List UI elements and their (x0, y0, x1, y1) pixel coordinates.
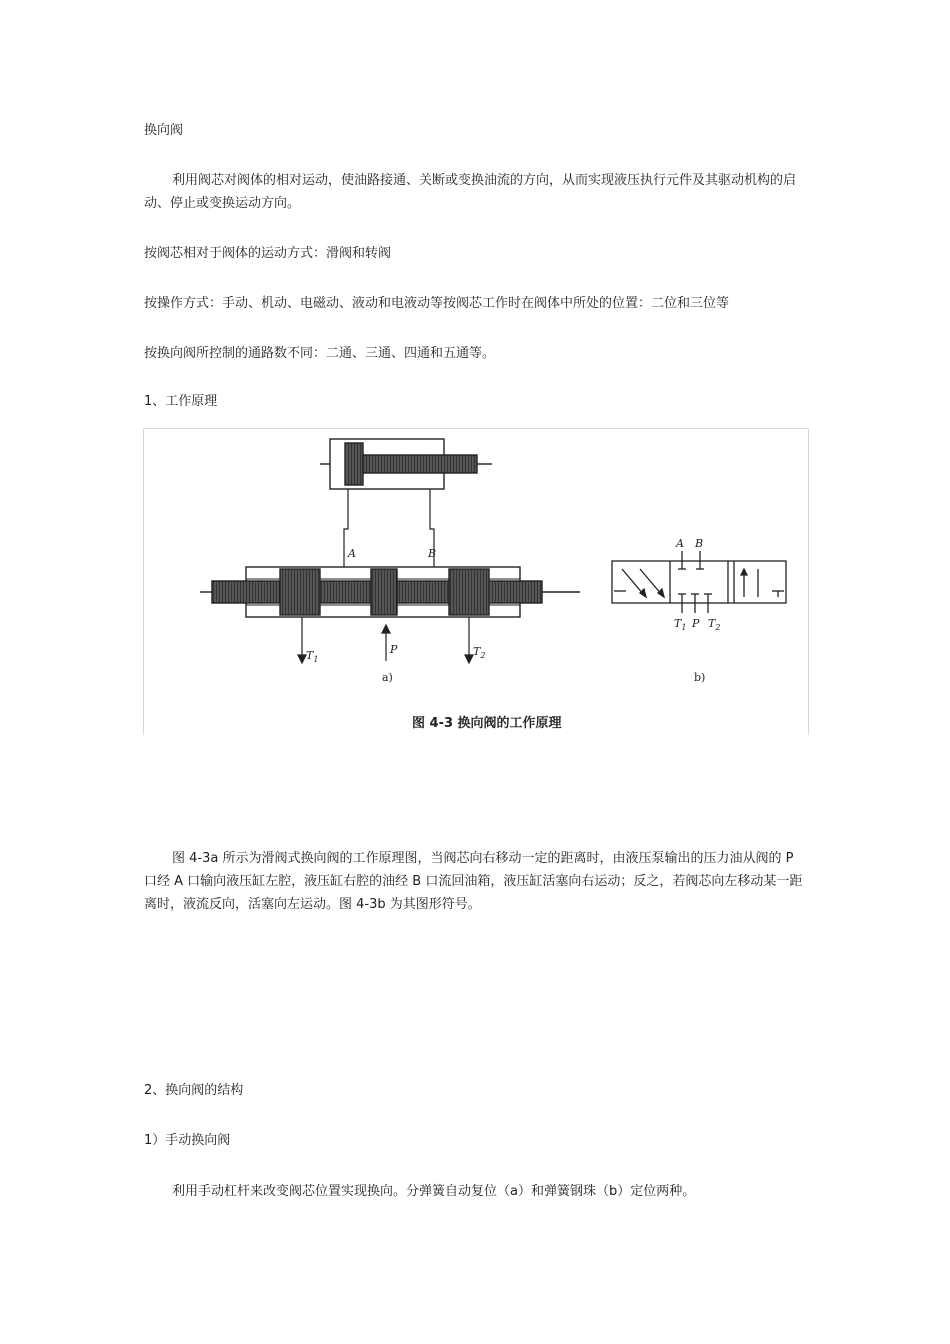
classification-operation: 按操作方式：手动、机动、电磁动、液动和电液动等按阀芯工作时在阀体中所处的位置：二位和三位等 (144, 296, 730, 311)
figure-caption: 图 4-3 换向阀的工作原理 (412, 716, 562, 731)
pipe-lines (344, 489, 437, 567)
piston-rod (363, 455, 477, 473)
manual-valve-paragraph: 利用手动杠杆来改变阀芯位置实现换向。分弹簧自动复位（a）和弹簧钢珠（b）定位两种。 (172, 1184, 696, 1199)
symbol-port-t2-label: $T_2$ (708, 617, 721, 632)
symbol-port-p-label: P (692, 617, 700, 630)
port-t1-label: $T_1$ (306, 649, 319, 664)
valve-diagram (144, 429, 808, 735)
port-arrows (298, 617, 473, 663)
piston (345, 443, 363, 485)
figure-description-paragraph: 图 4-3a 所示为滑阀式换向阀的工作原理图，当阀芯向右移动一定的距离时，由液压泵输出的压力油从阀的 P 口经 A 口输向液压缸左腔，液压缸右腔的油经 B 口流回油箱，液压缸活塞向右运动；反之，若阀芯向左移动某一距离时，液流反向，活塞向左运动。图 4-3b 为其图形符号。 (144, 851, 803, 912)
doc-title: 换向阀 (144, 123, 184, 138)
subsection-heading-manual-valve: 1）手动换向阀 (144, 1133, 231, 1148)
intro-paragraph: 利用阀芯对阀体的相对运动，使油路接通、关断或变换油流的方向，从而实现液压执行元件及其驱动机构的启动、停止或变换运动方向。 (144, 173, 797, 211)
spool-valve (200, 567, 580, 617)
classification-ports: 按换向阀所控制的通路数不同：二通、三通、四通和五通等。 (144, 346, 496, 361)
spool-land-center (371, 569, 397, 615)
section-heading-working-principle: 1、工作原理 (144, 394, 218, 409)
port-t2-label: $T_2$ (473, 645, 486, 660)
spool-land-right (449, 569, 489, 615)
figure-4-3 (143, 428, 809, 735)
valve-symbol (612, 551, 786, 613)
port-labels-b (674, 537, 720, 684)
symbol-port-b-label: B (695, 537, 704, 550)
symbol-port-a-label: A (676, 537, 684, 550)
subfigure-b-label: b) (694, 671, 706, 684)
symbol-port-t1-label: $T_1$ (674, 617, 687, 632)
spool-land-left (280, 569, 320, 615)
port-a-label: A (348, 547, 356, 560)
port-b-label: B (428, 547, 437, 560)
section-heading-structure: 2、换向阀的结构 (144, 1083, 244, 1098)
hydraulic-cylinder (320, 439, 492, 489)
classification-motion: 按阀芯相对于阀体的运动方式：滑阀和转阀 (144, 246, 392, 261)
port-p-label: P (390, 643, 398, 656)
subfigure-a-label: a) (382, 671, 393, 684)
